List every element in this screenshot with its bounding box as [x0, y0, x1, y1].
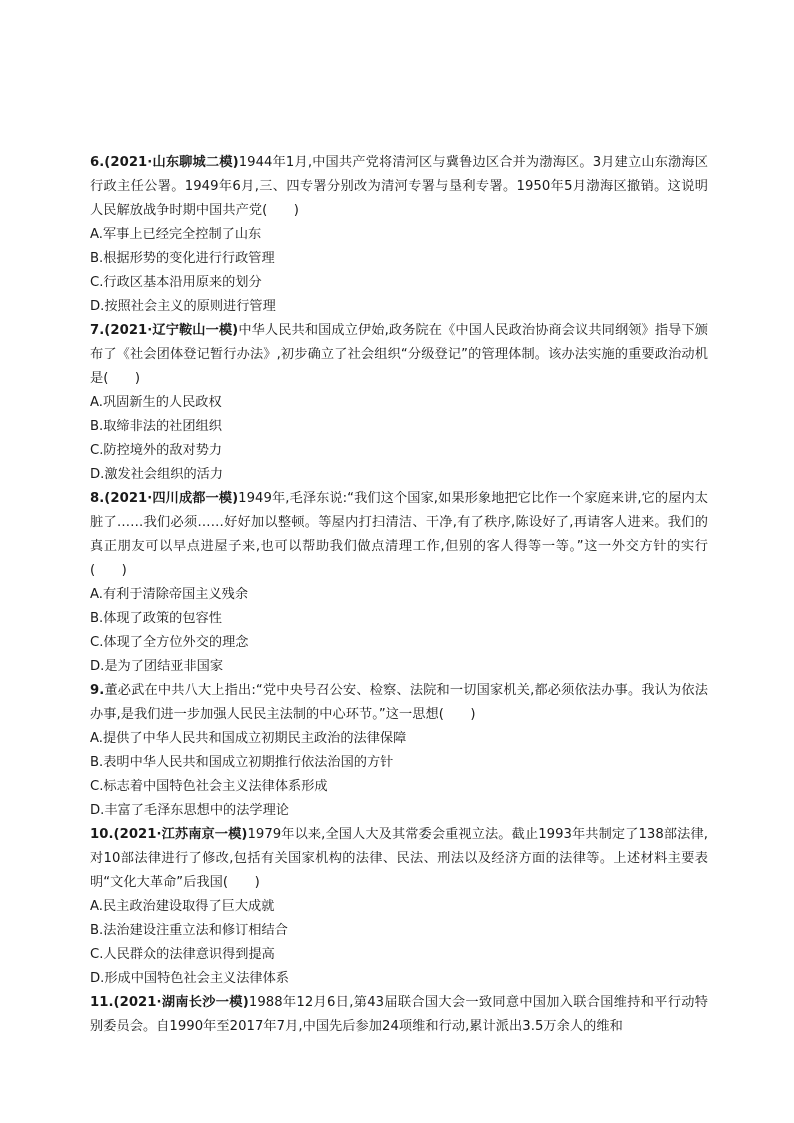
option-c: C.防控境外的敌对势力 — [90, 443, 223, 458]
option-b: B.体现了政策的包容性 — [90, 611, 222, 626]
question-page — [90, 151, 708, 1039]
option-a: A.有利于清除帝国主义残余 — [90, 587, 249, 602]
option-a: A.巩固新生的人民政权 — [90, 395, 222, 410]
option-b: B.法治建设注重立法和修订相结合 — [90, 923, 288, 938]
option-c: C.标志着中国特色社会主义法律体系形成 — [90, 779, 328, 794]
option-a: A.提供了中华人民共和国成立初期民主政治的法律保障 — [90, 731, 407, 746]
option-list — [90, 727, 708, 823]
option-list — [90, 391, 708, 487]
option-list — [90, 583, 708, 679]
question-source: (2021·四川成都一模) — [104, 491, 239, 506]
question-number: 6 — [90, 155, 100, 170]
question-source: (2021·山东聊城二模) — [104, 155, 239, 170]
option-a: A.军事上已经完全控制了山东 — [90, 227, 262, 242]
question-stem: 11.(2021·湖南长沙一模)1988年12月6日,第43届联合国大会一致同意中国加入联合国维持和平行动特别委员会。自1990年至2017年7月,中国先后参加24项维和行动,累计派出3.5万余人的维和 — [90, 995, 708, 1034]
option-a: A.民主政治建设取得了巨大成就 — [90, 899, 275, 914]
question-stem: 7.(2021·辽宁鞍山一模)中华人民共和国成立伊始,政务院在《中国人民政治协商会议共同纲领》指导下颁布了《社会团体登记暂行办法》,初步确立了社会组织“分级登记”的管理体制。该办法实施的重要政治动机是( ) — [90, 323, 708, 386]
question-text: 董必武在中共八大上指出:“党中央号召公安、检察、法院和一切国家机关,都必须依法办事。我认为依法办事,是我们进一步加强人民民主法制的中心环节。”这一思想( ) — [90, 683, 708, 722]
option-list — [90, 223, 708, 319]
question-source: (2021·江苏南京一模) — [113, 827, 248, 842]
question-number: 9 — [90, 683, 100, 698]
question-source: (2021·辽宁鞍山一模) — [104, 323, 239, 338]
option-list — [90, 895, 708, 991]
option-b: B.取缔非法的社团组织 — [90, 419, 222, 434]
question-10 — [90, 823, 708, 991]
question-stem: 9.董必武在中共八大上指出:“党中央号召公安、检察、法院和一切国家机关,都必须依法办事。我认为依法办事,是我们进一步加强人民民主法制的中心环节。”这一思想( ) — [90, 683, 708, 722]
question-11 — [90, 991, 708, 1039]
question-number: 10 — [90, 827, 109, 842]
option-d: D.是为了团结亚非国家 — [90, 659, 224, 674]
question-7 — [90, 319, 708, 487]
option-c: C.体现了全方位外交的理念 — [90, 635, 249, 650]
question-text: 1979年以来,全国人大及其常委会重视立法。截止1993年共制定了138部法律,对10部法律进行了修改,包括有关国家机构的法律、民法、刑法以及经济方面的法律等。上述材料主要表明“文化大革命”后我国( ) — [90, 827, 708, 890]
question-source: (2021·湖南长沙一模) — [113, 995, 249, 1010]
question-stem: 10.(2021·江苏南京一模)1979年以来,全国人大及其常委会重视立法。截止1993年共制定了138部法律,对10部法律进行了修改,包括有关国家机构的法律、民法、刑法以及经济方面的法律等。上述材料主要表明“文化大革命”后我国( ) — [90, 827, 708, 890]
option-d: D.按照社会主义的原则进行管理 — [90, 299, 276, 314]
question-stem: 6.(2021·山东聊城二模)1944年1月,中国共产党将清河区与冀鲁边区合并为渤海区。3月建立山东渤海区行政主任公署。1949年6月,三、四专署分别改为清河专署与垦利专署。1950年5月渤海区撤销。这说明人民解放战争时期中国共产党( ) — [90, 155, 708, 218]
question-number: 7 — [90, 323, 100, 338]
question-text: 1949年,毛泽东说:“我们这个国家,如果形象地把它比作一个家庭来讲,它的屋内太脏了……我们必须……好好加以整顿。等屋内打扫清洁、干净,有了秩序,陈设好了,再请客人进来。我们的真正朋友可以早点进屋子来,也可以帮助我们做点清理工作,但别的客人得等一等。”这一外交方针的实行( ) — [90, 491, 708, 578]
option-d: D.形成中国特色社会主义法律体系 — [90, 971, 289, 986]
question-number: 8 — [90, 491, 100, 506]
question-6 — [90, 151, 708, 319]
question-stem: 8.(2021·四川成都一模)1949年,毛泽东说:“我们这个国家,如果形象地把它比作一个家庭来讲,它的屋内太脏了……我们必须……好好加以整顿。等屋内打扫清洁、干净,有了秩序,陈设好了,再请客人进来。我们的真正朋友可以早点进屋子来,也可以帮助我们做点清理工作,但别的客人得等一等。”这一外交方针的实行( ) — [90, 491, 708, 578]
option-d: D.激发社会组织的活力 — [90, 467, 224, 482]
question-number: 11 — [90, 995, 109, 1010]
question-9 — [90, 679, 708, 823]
option-b: B.根据形势的变化进行行政管理 — [90, 251, 275, 266]
question-text: 中华人民共和国成立伊始,政务院在《中国人民政治协商会议共同纲领》指导下颁布了《社会团体登记暂行办法》,初步确立了社会组织“分级登记”的管理体制。该办法实施的重要政治动机是( ) — [90, 323, 708, 386]
question-text: 1988年12月6日,第43届联合国大会一致同意中国加入联合国维持和平行动特别委员会。自1990年至2017年7月,中国先后参加24项维和行动,累计派出3.5万余人的维和 — [90, 995, 708, 1034]
option-c: C.人民群众的法律意识得到提高 — [90, 947, 275, 962]
question-text: 1944年1月,中国共产党将清河区与冀鲁边区合并为渤海区。3月建立山东渤海区行政主任公署。1949年6月,三、四专署分别改为清河专署与垦利专署。1950年5月渤海区撤销。这说明人民解放战争时期中国共产党( ) — [90, 155, 708, 218]
option-b: B.表明中华人民共和国成立初期推行依法治国的方针 — [90, 755, 394, 770]
option-c: C.行政区基本沿用原来的划分 — [90, 275, 262, 290]
question-8 — [90, 487, 708, 679]
option-d: D.丰富了毛泽东思想中的法学理论 — [90, 803, 289, 818]
